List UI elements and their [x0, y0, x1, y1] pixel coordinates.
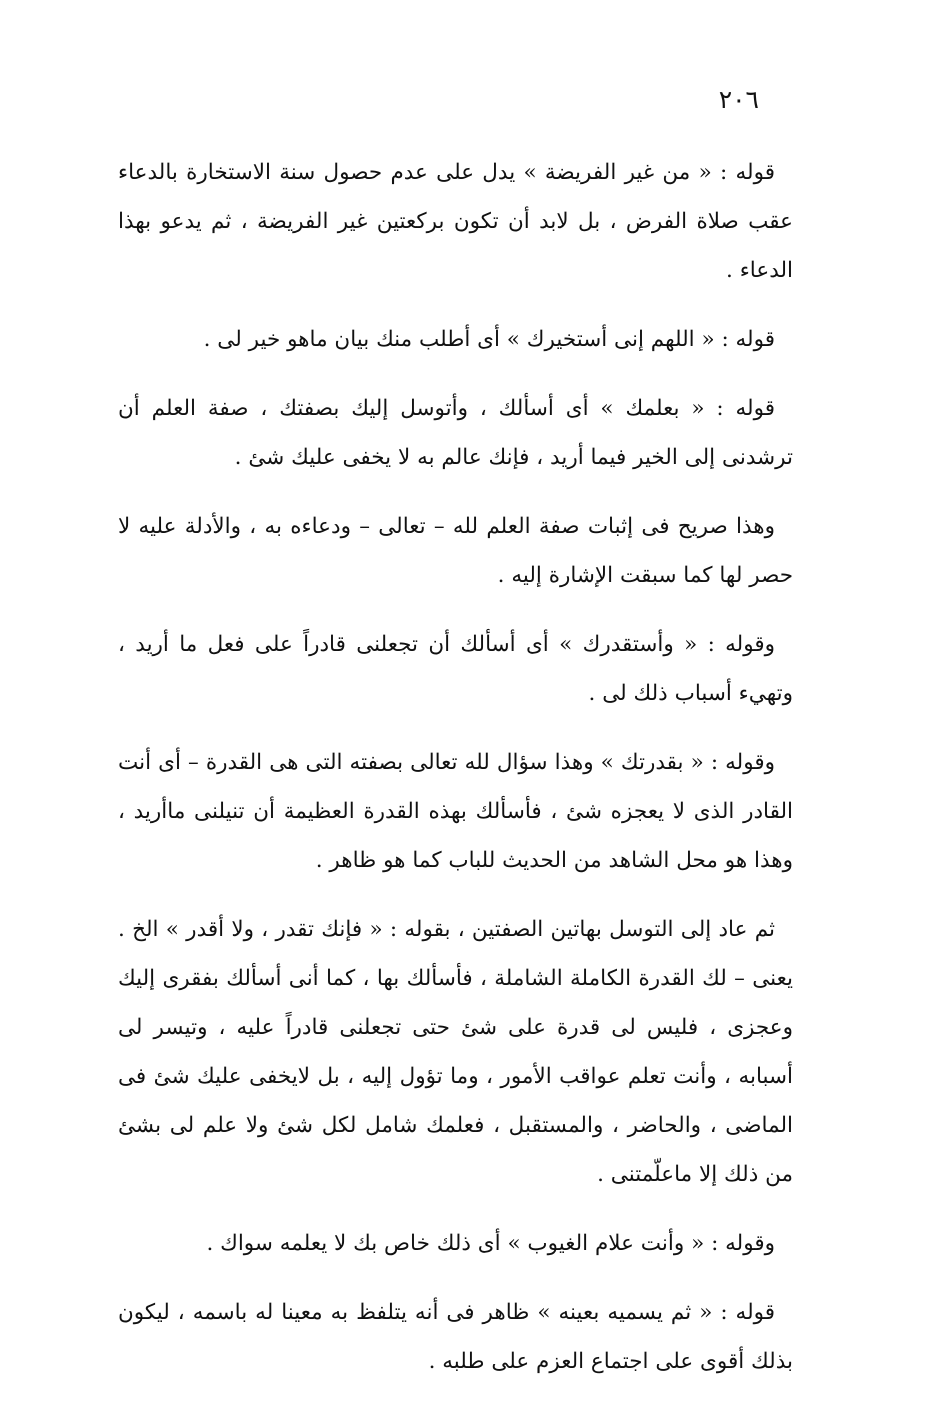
page-number: ٢٠٦: [718, 85, 759, 114]
paragraph: قوله : « بعلمك » أى أسألك ، وأتوسل إليك بصفتك ، صفة العلم أن ترشدنى إلى الخير فيما أريد ، فإنك عالم به لا يخفى عليك شئ .: [118, 396, 793, 470]
paragraph: قوله : « من غير الفريضة » يدل على عدم حصول سنة الاستخارة بالدعاء عقب صلاة الفرض ، بل لابد أن تكون بركعتين غير الفريضة ، ثم يدعو بهذا الدعاء .: [118, 160, 793, 283]
paragraph: وقوله : « وأستقدرك » أى أسألك أن تجعلنى قادراً على فعل ما أريد ، وتهيء أسباب ذلك لى .: [118, 632, 793, 706]
paragraph: ثم عاد إلى التوسل بهاتين الصفتين ، بقوله : « فإنك تقدر ، ولا أقدر » الخ . يعنى – لك القدرة الكاملة الشاملة ، فأسألك بها ، كما أنى أسألك بفقرى إليك وعجزى ، فليس لى قدرة على شئ حتى تجعلنى قادراً عليه ، وتيسر لى أسبابه ، وأنت تعلم عواقب الأمور ، وما تؤول إليه ، بل لايخفى عليك شئ فى الماضى ، والحاضر ، والمستقبل ، فعلمك شامل لكل شئ ولا علم لى بشئ من ذلك إلا ماعلّمتنى .: [118, 917, 793, 1187]
paragraph: وهذا صريح فى إثبات صفة العلم لله – تعالى – ودعاءه به ، والأدلة عليه لا حصر لها كما سبقت الإشارة إليه .: [118, 514, 793, 588]
paragraph: قوله : « ثم يسميه بعينه » ظاهر فى أنه يتلفظ به معينا له باسمه ، ليكون بذلك أقوى على اجتماع العزم على طلبه .: [118, 1300, 793, 1374]
paragraph: وقوله : « وأنت علام الغيوب » أى ذلك خاص بك لا يعلمه سواك .: [206, 1231, 775, 1256]
body-text: [118, 148, 793, 1406]
paragraph: قوله : « اللهم إنى أستخيرك » أى أطلب منك بيان ماهو خير لى .: [203, 327, 775, 352]
paragraph: وقوله : « بقدرتك » وهذا سؤال لله تعالى بصفته التى هى القدرة – أى أنت القادر الذى لا يعجزه شئ ، فأسألك بهذه القدرة العظيمة أن تنيلنى ماأريد ، وهذا هو محل الشاهد من الحديث للباب كما هو ظاهر .: [118, 750, 793, 873]
